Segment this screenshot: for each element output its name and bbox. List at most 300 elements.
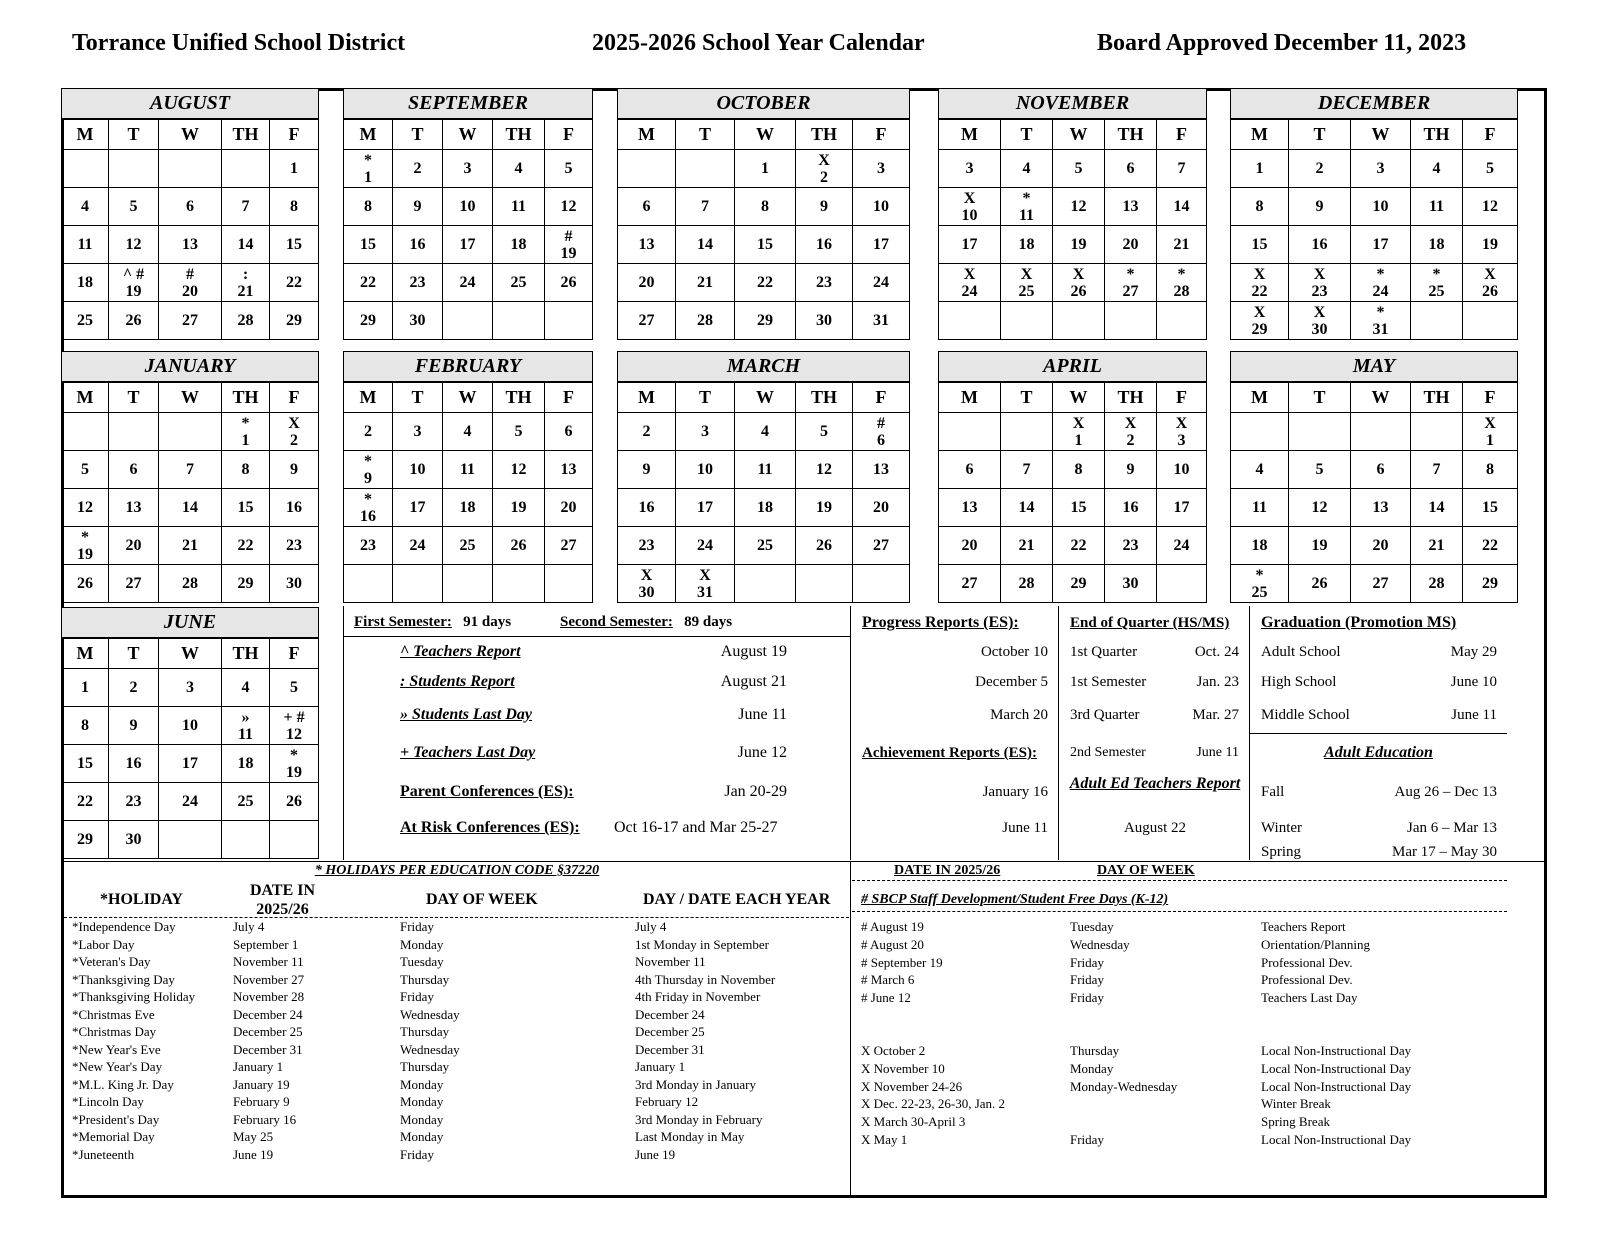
- day-cell: 11: [443, 451, 493, 489]
- day-cell: 29: [344, 302, 393, 340]
- staff-dev-cell: Tuesday: [1070, 919, 1114, 934]
- day-cell: 16: [1105, 489, 1157, 527]
- day-header: T: [676, 382, 735, 413]
- day-cell: 29: [62, 821, 109, 859]
- quarter-1-date: Oct. 24: [1194, 644, 1239, 660]
- day-cell: 17: [853, 226, 910, 264]
- adult-education-title: Adult Education: [1324, 744, 1433, 761]
- day-header: F: [853, 382, 910, 413]
- staff-dev-cell: Professional Dev.: [1261, 954, 1353, 970]
- day-cell: 1: [1231, 150, 1289, 188]
- day-cell: 25: [493, 264, 545, 302]
- day-cell: 10: [1157, 451, 1207, 489]
- day-header: F: [1157, 382, 1207, 413]
- day-cell: 20: [853, 489, 910, 527]
- day-cell: 9: [796, 188, 853, 226]
- day-cell: 26: [270, 783, 319, 821]
- day-cell: 10: [443, 188, 493, 226]
- holidays-col-dow: DAY OF WEEK: [426, 891, 538, 908]
- day-cell: 29: [270, 302, 319, 340]
- day-cell: 29: [735, 302, 796, 340]
- staff-dev-cell: X October 2: [861, 1043, 926, 1058]
- day-cell: X 24: [939, 264, 1001, 302]
- semester-1-date: Jan. 23: [1196, 674, 1239, 690]
- adult-winter: Winter: [1261, 820, 1303, 836]
- month-august: [61, 88, 319, 340]
- day-cell: 3: [853, 150, 910, 188]
- day-cell: 19: [1289, 527, 1351, 565]
- day-cell: [1289, 413, 1351, 451]
- day-cell: 1: [270, 150, 319, 188]
- day-cell: 11: [1411, 188, 1463, 226]
- day-cell: 6: [1351, 451, 1411, 489]
- quarter-3: 3rd Quarter: [1070, 707, 1140, 723]
- day-cell: [1001, 413, 1053, 451]
- day-cell: 8: [270, 188, 319, 226]
- day-cell: 23: [618, 527, 676, 565]
- day-cell: 7: [1157, 150, 1207, 188]
- holiday-cell: *New Year's Eve: [72, 1041, 161, 1057]
- day-cell: 15: [270, 226, 319, 264]
- day-cell: [1157, 565, 1207, 603]
- day-cell: 18: [222, 745, 270, 783]
- day-cell: 27: [939, 565, 1001, 603]
- month-name: DECEMBER: [1231, 89, 1518, 119]
- day-cell: [939, 302, 1001, 340]
- holiday-cell: *Christmas Eve: [72, 1006, 155, 1022]
- day-cell: 10: [853, 188, 910, 226]
- day-cell: 17: [939, 226, 1001, 264]
- day-cell: # 19: [545, 226, 593, 264]
- month-september: [343, 88, 593, 340]
- day-cell: 1: [62, 669, 109, 707]
- day-header: M: [618, 382, 676, 413]
- holiday-cell: *Thanksgiving Day: [72, 971, 175, 987]
- day-cell: 5: [1053, 150, 1105, 188]
- key-students-report-date: August 21: [720, 673, 787, 690]
- holiday-cell: 3rd Monday in February: [635, 1111, 763, 1127]
- day-header: W: [735, 119, 796, 150]
- day-cell: 20: [109, 527, 159, 565]
- staff-dev-cell: X March 30-April 3: [861, 1114, 966, 1130]
- holiday-cell: January 1: [635, 1059, 686, 1074]
- day-cell: 16: [109, 745, 159, 783]
- second-semester: Second Semester: 89 days: [560, 614, 733, 630]
- day-cell: 17: [159, 745, 222, 783]
- key-at-risk-conferences-date: Oct 16-17 and Mar 25-27: [614, 819, 778, 836]
- day-cell: 19: [1463, 226, 1518, 264]
- month-february: [343, 351, 593, 603]
- day-cell: 30: [796, 302, 853, 340]
- day-header: W: [1351, 382, 1411, 413]
- day-cell: [62, 413, 109, 451]
- holiday-cell: *Lincoln Day: [72, 1094, 144, 1109]
- key-parent-conferences: Parent Conferences (ES):: [400, 783, 574, 800]
- day-cell: 14: [159, 489, 222, 527]
- day-cell: 18: [443, 489, 493, 527]
- holiday-cell: December 24: [233, 1006, 303, 1022]
- holiday-cell: Monday: [400, 1111, 444, 1127]
- day-cell: 9: [109, 707, 159, 745]
- day-cell: 6: [618, 188, 676, 226]
- day-header: TH: [1411, 382, 1463, 413]
- day-cell: * 16: [344, 489, 393, 527]
- achievement-date-2: June 11: [1002, 820, 1048, 836]
- day-header: TH: [1105, 119, 1157, 150]
- day-cell: [1157, 302, 1207, 340]
- day-cell: 24: [393, 527, 443, 565]
- day-cell: 25: [735, 527, 796, 565]
- day-cell: X 30: [1289, 302, 1351, 340]
- day-cell: 22: [62, 783, 109, 821]
- day-cell: [109, 413, 159, 451]
- day-cell: 14: [222, 226, 270, 264]
- day-cell: 15: [735, 226, 796, 264]
- day-cell: 2: [618, 413, 676, 451]
- day-cell: [545, 565, 593, 603]
- day-cell: X 2: [270, 413, 319, 451]
- day-cell: 17: [1351, 226, 1411, 264]
- day-header: M: [939, 382, 1001, 413]
- day-cell: X 1: [1463, 413, 1518, 451]
- day-cell: 15: [1053, 489, 1105, 527]
- day-cell: 26: [1289, 565, 1351, 603]
- day-cell: 15: [344, 226, 393, 264]
- staff-col-dow: DAY OF WEEK: [1097, 863, 1195, 878]
- day-cell: 29: [1463, 565, 1518, 603]
- day-cell: 5: [270, 669, 319, 707]
- day-cell: 21: [676, 264, 735, 302]
- day-cell: X 23: [1289, 264, 1351, 302]
- staff-dev-cell: Wednesday: [1070, 936, 1130, 952]
- day-cell: 28: [676, 302, 735, 340]
- day-cell: 23: [109, 783, 159, 821]
- semester-2: 2nd Semester: [1070, 745, 1146, 760]
- day-cell: 23: [344, 527, 393, 565]
- day-cell: [735, 565, 796, 603]
- key-at-risk-conferences: At Risk Conferences (ES):: [400, 819, 580, 836]
- day-header: F: [270, 382, 319, 413]
- grad-middle: Middle School: [1261, 707, 1350, 723]
- semester-2-date: June 11: [1196, 745, 1239, 760]
- key-parent-conferences-date: Jan 20-29: [724, 783, 787, 800]
- day-cell: 7: [222, 188, 270, 226]
- day-cell: [1053, 302, 1105, 340]
- calendar-title: 2025-2026 School Year Calendar: [592, 30, 925, 56]
- day-header: TH: [222, 382, 270, 413]
- day-header: F: [545, 119, 593, 150]
- day-cell: [159, 413, 222, 451]
- day-cell: 8: [222, 451, 270, 489]
- day-cell: 30: [393, 302, 443, 340]
- day-cell: [618, 150, 676, 188]
- first-semester: First Semester: 91 days: [354, 614, 512, 630]
- holiday-cell: Thursday: [400, 1024, 450, 1039]
- key-teachers-last-day-date: June 12: [737, 744, 787, 761]
- staff-dev-cell: Friday: [1070, 972, 1104, 988]
- holiday-cell: Thursday: [400, 1059, 450, 1074]
- day-cell: 20: [1351, 527, 1411, 565]
- day-cell: 24: [443, 264, 493, 302]
- day-cell: 17: [676, 489, 735, 527]
- holiday-cell: Tuesday: [400, 954, 444, 969]
- day-header: T: [1289, 382, 1351, 413]
- day-cell: 29: [1053, 565, 1105, 603]
- staff-dev-cell: X Dec. 22-23, 26-30, Jan. 2: [861, 1096, 1006, 1112]
- holiday-cell: December 31: [635, 1041, 705, 1057]
- adult-spring: Spring: [1261, 844, 1302, 860]
- day-cell: 16: [618, 489, 676, 527]
- day-cell: [222, 821, 270, 859]
- holiday-cell: November 11: [233, 954, 304, 969]
- day-header: T: [1289, 119, 1351, 150]
- day-cell: 22: [735, 264, 796, 302]
- day-cell: 8: [62, 707, 109, 745]
- day-cell: * 1: [344, 150, 393, 188]
- day-header: W: [159, 119, 222, 150]
- day-cell: 3: [393, 413, 443, 451]
- holiday-cell: Wednesday: [400, 1041, 460, 1057]
- day-cell: 9: [393, 188, 443, 226]
- key-teachers-last-day: + Teachers Last Day: [400, 744, 536, 761]
- holiday-cell: *Veteran's Day: [72, 954, 151, 969]
- staff-dev-cell: # August 19: [861, 919, 924, 934]
- day-cell: 12: [1053, 188, 1105, 226]
- day-header: F: [270, 119, 319, 150]
- day-cell: 23: [796, 264, 853, 302]
- day-cell: 22: [222, 527, 270, 565]
- day-cell: 28: [222, 302, 270, 340]
- day-cell: 28: [1001, 565, 1053, 603]
- holiday-cell: *Memorial Day: [72, 1129, 155, 1144]
- day-header: F: [1157, 119, 1207, 150]
- day-cell: 2: [1289, 150, 1351, 188]
- day-cell: 13: [159, 226, 222, 264]
- day-cell: 27: [109, 565, 159, 603]
- day-header: M: [1231, 119, 1289, 150]
- day-header: F: [1463, 119, 1518, 150]
- day-cell: X 3: [1157, 413, 1207, 451]
- day-cell: 7: [1001, 451, 1053, 489]
- day-cell: 25: [62, 302, 109, 340]
- holiday-cell: 1st Monday in September: [635, 936, 769, 952]
- day-header: W: [1351, 119, 1411, 150]
- day-header: T: [1001, 382, 1053, 413]
- holiday-cell: *Christmas Day: [72, 1024, 157, 1039]
- day-cell: 22: [1463, 527, 1518, 565]
- day-cell: 19: [493, 489, 545, 527]
- staff-dev-cell: Local Non-Instructional Day: [1261, 1132, 1412, 1147]
- day-cell: * 9: [344, 451, 393, 489]
- day-cell: 22: [344, 264, 393, 302]
- quarter-1: 1st Quarter: [1070, 644, 1138, 660]
- day-cell: X 1: [1053, 413, 1105, 451]
- day-cell: 11: [62, 226, 109, 264]
- day-cell: 20: [618, 264, 676, 302]
- day-cell: X 2: [1105, 413, 1157, 451]
- month-may: [1230, 351, 1518, 603]
- day-cell: 24: [853, 264, 910, 302]
- day-cell: 14: [676, 226, 735, 264]
- holiday-cell: 4th Friday in November: [635, 989, 761, 1004]
- staff-dev-cell: # March 6: [861, 972, 915, 988]
- day-cell: 12: [493, 451, 545, 489]
- day-cell: 4: [1231, 451, 1289, 489]
- day-cell: 2: [109, 669, 159, 707]
- staff-dev-cell: Local Non-Instructional Day: [1261, 1078, 1412, 1094]
- day-cell: 12: [796, 451, 853, 489]
- day-cell: 10: [393, 451, 443, 489]
- day-cell: 8: [1053, 451, 1105, 489]
- holiday-cell: February 9: [233, 1094, 290, 1109]
- staff-dev-cell: Professional Dev.: [1261, 972, 1353, 988]
- day-cell: 24: [1157, 527, 1207, 565]
- day-cell: 5: [545, 150, 593, 188]
- progress-date-3: March 20: [990, 707, 1048, 723]
- day-cell: * 24: [1351, 264, 1411, 302]
- staff-dev-cell: Spring Break: [1261, 1114, 1330, 1130]
- day-cell: * 1: [222, 413, 270, 451]
- day-header: T: [393, 119, 443, 150]
- day-cell: 26: [796, 527, 853, 565]
- day-cell: 6: [939, 451, 1001, 489]
- day-cell: 6: [159, 188, 222, 226]
- key-teachers-report: ^ Teachers Report: [400, 643, 521, 660]
- day-header: TH: [493, 382, 545, 413]
- day-cell: X 2: [796, 150, 853, 188]
- day-cell: 5: [62, 451, 109, 489]
- holiday-cell: *Labor Day: [72, 936, 135, 952]
- day-cell: [344, 565, 393, 603]
- holiday-cell: June 19: [635, 1146, 676, 1162]
- day-cell: 6: [545, 413, 593, 451]
- day-cell: 18: [1001, 226, 1053, 264]
- holiday-cell: December 24: [635, 1006, 705, 1022]
- day-cell: 13: [1351, 489, 1411, 527]
- day-cell: 17: [1157, 489, 1207, 527]
- month-april: [938, 351, 1207, 603]
- day-cell: X 30: [618, 565, 676, 603]
- day-cell: 2: [344, 413, 393, 451]
- day-cell: 5: [796, 413, 853, 451]
- holiday-cell: July 4: [233, 919, 265, 934]
- day-cell: 5: [1289, 451, 1351, 489]
- staff-dev-cell: X November 10: [861, 1060, 945, 1076]
- day-cell: 4: [62, 188, 109, 226]
- day-cell: 14: [1411, 489, 1463, 527]
- day-cell: 3: [159, 669, 222, 707]
- day-header: T: [109, 638, 159, 669]
- staff-col-date: DATE IN 2025/26: [894, 863, 1001, 878]
- day-header: T: [676, 119, 735, 150]
- day-header: W: [735, 382, 796, 413]
- day-cell: * 19: [270, 745, 319, 783]
- day-cell: 26: [545, 264, 593, 302]
- day-header: T: [109, 382, 159, 413]
- holiday-cell: December 25: [635, 1024, 705, 1039]
- day-cell: X 26: [1053, 264, 1105, 302]
- month-march: [617, 351, 910, 603]
- staff-dev-cell: Thursday: [1070, 1043, 1120, 1058]
- staff-dev-cell: Winter Break: [1261, 1096, 1331, 1112]
- day-cell: * 31: [1351, 302, 1411, 340]
- day-cell: [1411, 302, 1463, 340]
- day-cell: 27: [618, 302, 676, 340]
- holidays-col-holiday: *HOLIDAY: [100, 891, 183, 908]
- holidays-col-date: DATE IN 2025/26: [249, 882, 316, 918]
- holiday-cell: December 31: [233, 1041, 303, 1057]
- progress-reports-title: Progress Reports (ES):: [862, 614, 1019, 631]
- staff-dev-cell: Monday: [1070, 1060, 1114, 1076]
- day-header: F: [1463, 382, 1518, 413]
- holiday-cell: *Juneteenth: [72, 1146, 135, 1162]
- day-cell: 11: [1231, 489, 1289, 527]
- day-cell: 19: [796, 489, 853, 527]
- day-cell: [443, 565, 493, 603]
- day-cell: 27: [853, 527, 910, 565]
- staff-dev-cell: Teachers Last Day: [1261, 990, 1358, 1006]
- day-cell: 9: [618, 451, 676, 489]
- month-october: [617, 88, 910, 340]
- month-january: [61, 351, 319, 603]
- day-cell: 27: [159, 302, 222, 340]
- staff-dev-cell: Local Non-Instructional Day: [1261, 1043, 1412, 1058]
- staff-dev-cell: # June 12: [861, 990, 911, 1006]
- day-cell: 13: [618, 226, 676, 264]
- day-cell: * 27: [1105, 264, 1157, 302]
- staff-dev-cell: Orientation/Planning: [1261, 936, 1371, 952]
- holidays-banner: * HOLIDAYS PER EDUCATION CODE §37220: [314, 863, 600, 878]
- month-name: APRIL: [939, 352, 1207, 382]
- adult-fall: Fall: [1261, 784, 1285, 800]
- day-cell: 18: [1411, 226, 1463, 264]
- day-header: TH: [796, 119, 853, 150]
- holiday-cell: Last Monday in May: [635, 1129, 745, 1144]
- day-cell: X 10: [939, 188, 1001, 226]
- day-cell: 5: [1463, 150, 1518, 188]
- grad-high-date: June 10: [1450, 674, 1497, 690]
- day-cell: 4: [1411, 150, 1463, 188]
- day-cell: 28: [1411, 565, 1463, 603]
- day-cell: 10: [676, 451, 735, 489]
- day-cell: X 22: [1231, 264, 1289, 302]
- day-cell: 12: [1289, 489, 1351, 527]
- adult-winter-date: Jan 6 – Mar 13: [1407, 820, 1497, 836]
- month-name: JUNE: [62, 608, 319, 638]
- month-june: [61, 607, 319, 859]
- day-cell: [109, 150, 159, 188]
- day-header: M: [344, 119, 393, 150]
- day-cell: X 25: [1001, 264, 1053, 302]
- day-header: W: [159, 638, 222, 669]
- holiday-cell: November 27: [233, 971, 305, 987]
- semester-1: 1st Semester: [1070, 674, 1147, 690]
- day-header: TH: [1105, 382, 1157, 413]
- day-cell: 5: [109, 188, 159, 226]
- day-cell: 22: [270, 264, 319, 302]
- staff-dev-cell: X May 1: [861, 1132, 908, 1147]
- day-cell: 4: [735, 413, 796, 451]
- day-cell: 12: [1463, 188, 1518, 226]
- day-cell: 7: [1411, 451, 1463, 489]
- day-cell: 9: [270, 451, 319, 489]
- day-cell: 5: [493, 413, 545, 451]
- staff-dev-cell: # August 20: [861, 936, 924, 952]
- day-cell: 3: [443, 150, 493, 188]
- day-cell: 17: [393, 489, 443, 527]
- day-cell: 9: [1289, 188, 1351, 226]
- day-cell: 29: [222, 565, 270, 603]
